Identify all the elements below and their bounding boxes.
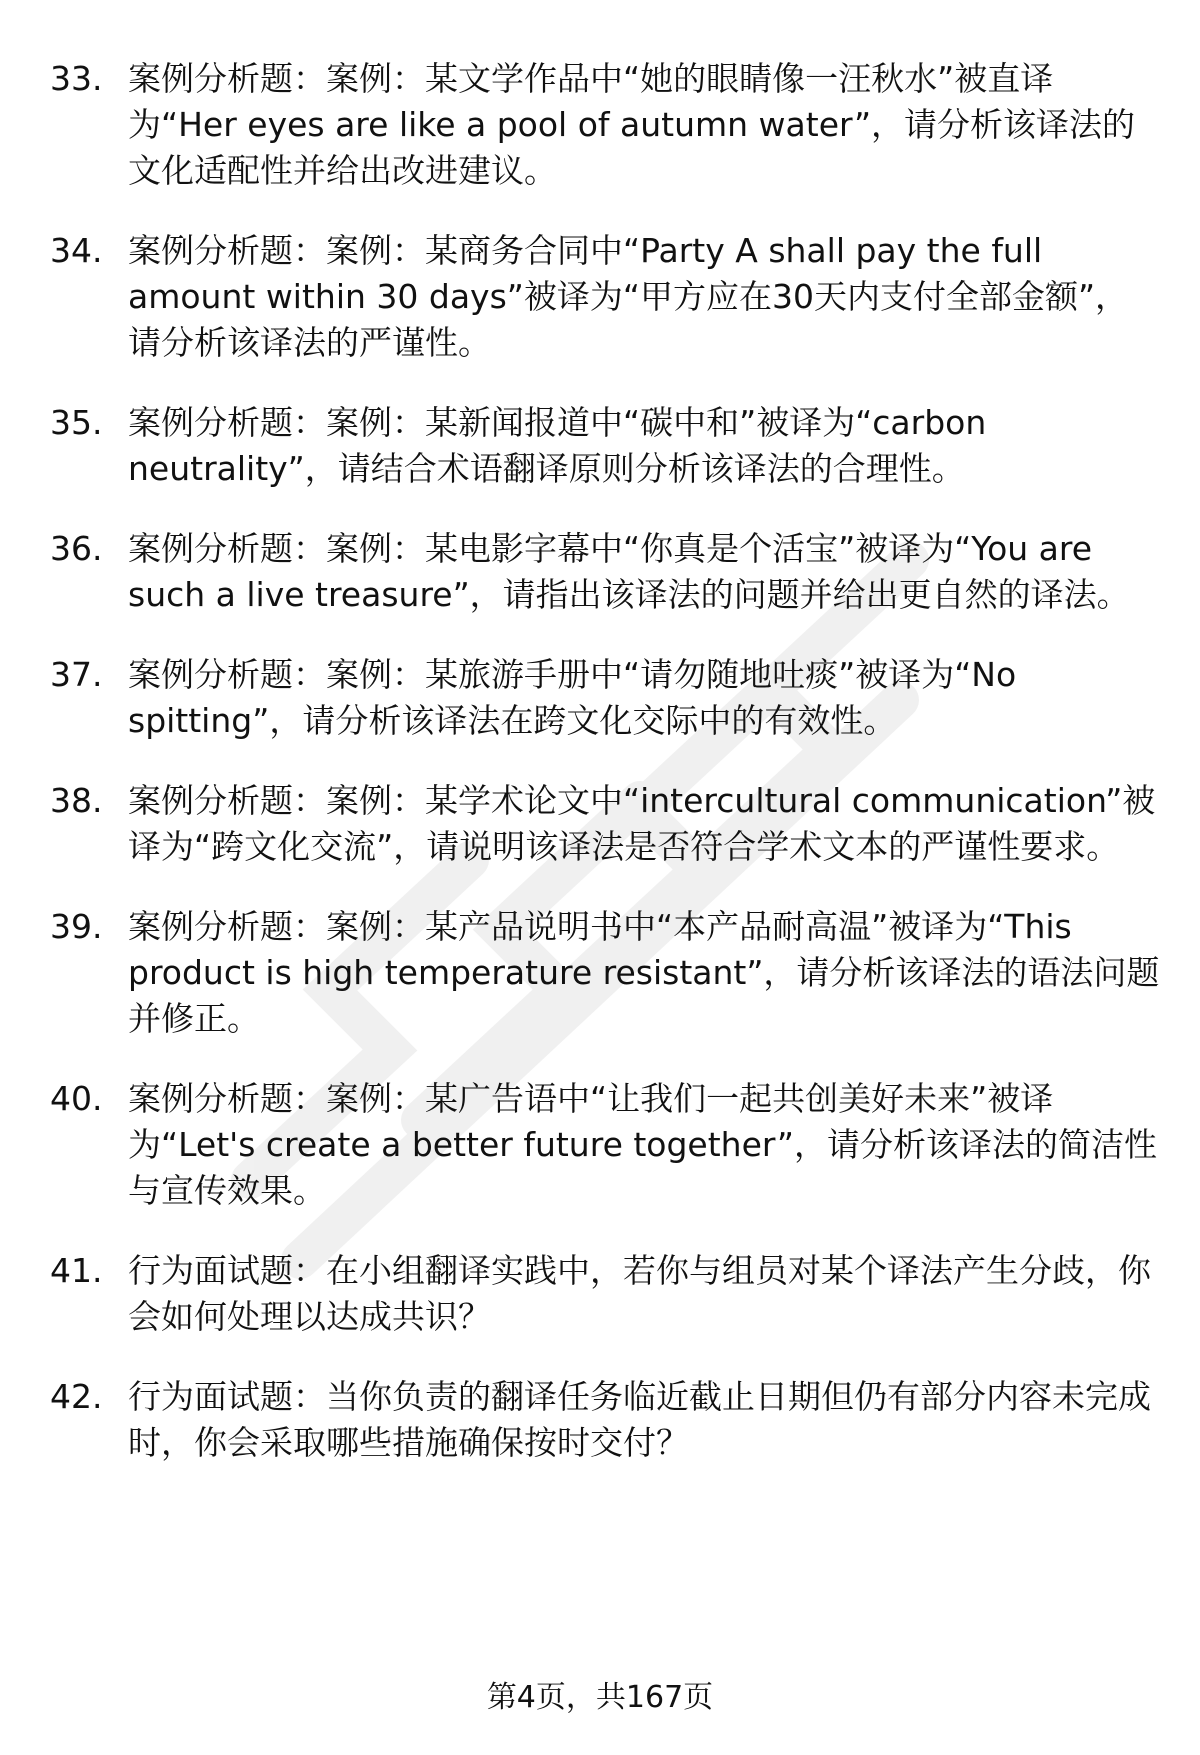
question-number: 37. bbox=[50, 655, 103, 694]
question-item bbox=[50, 228, 1160, 366]
question-text: 案例分析题：案例：某广告语中“让我们一起共创美好未来”被译为“Let's create a better future together”，请分析该译法的简洁性与宣传效果。 bbox=[128, 1079, 1157, 1210]
question-text: 行为面试题：当你负责的翻译任务临近截止日期但仍有部分内容未完成时，你会采取哪些措施确保按时交付？ bbox=[128, 1377, 1151, 1462]
question-number: 34. bbox=[50, 231, 103, 270]
question-text: 案例分析题：案例：某电影字幕中“你真是个活宝”被译为“You are such a live treasure”，请指出该译法的问题并给出更自然的译法。 bbox=[128, 529, 1130, 614]
question-text: 案例分析题：案例：某文学作品中“她的眼睛像一汪秋水”被直译为“Her eyes are like a pool of autumn water”，请分析该译法的文化适配性并给出改进建议。 bbox=[128, 59, 1136, 190]
question-text: 案例分析题：案例：某学术论文中“intercultural communication”被译为“跨文化交流”，请说明该译法是否符合学术文本的严谨性要求。 bbox=[128, 781, 1156, 866]
question-number: 42. bbox=[50, 1377, 103, 1416]
question-text: 案例分析题：案例：某新闻报道中“碳中和”被译为“carbon neutrality”，请结合术语翻译原则分析该译法的合理性。 bbox=[128, 403, 987, 488]
question-item bbox=[50, 1248, 1160, 1340]
question-item bbox=[50, 1374, 1160, 1466]
question-text: 行为面试题：在小组翻译实践中，若你与组员对某个译法产生分歧，你会如何处理以达成共识？ bbox=[128, 1251, 1151, 1336]
question-item bbox=[50, 526, 1160, 618]
question-number: 40. bbox=[50, 1079, 103, 1118]
page-footer: 第4页，共167页 bbox=[486, 1680, 714, 1715]
question-number: 39. bbox=[50, 907, 103, 946]
question-item bbox=[50, 778, 1160, 870]
question-item bbox=[50, 1076, 1160, 1214]
question-number: 35. bbox=[50, 403, 103, 442]
question-text: 案例分析题：案例：某旅游手册中“请勿随地吐痰”被译为“No spitting”，请分析该译法在跨文化交际中的有效性。 bbox=[128, 655, 1017, 740]
question-text: 案例分析题：案例：某商务合同中“Party A shall pay the full amount within 30 days”被译为“甲方应在30天内支付全部金额”，请分析该译法的严谨性。 bbox=[128, 231, 1129, 362]
question-number: 33. bbox=[50, 59, 103, 98]
question-list bbox=[50, 56, 1160, 1500]
question-item bbox=[50, 56, 1160, 194]
question-number: 36. bbox=[50, 529, 103, 568]
question-item bbox=[50, 400, 1160, 492]
question-item bbox=[50, 904, 1160, 1042]
question-number: 41. bbox=[50, 1251, 103, 1290]
question-number: 38. bbox=[50, 781, 103, 820]
question-item bbox=[50, 652, 1160, 744]
question-text: 案例分析题：案例：某产品说明书中“本产品耐高温”被译为“This product is high temperature resistant”，请分析该译法的语法问题并修正。 bbox=[128, 907, 1160, 1038]
